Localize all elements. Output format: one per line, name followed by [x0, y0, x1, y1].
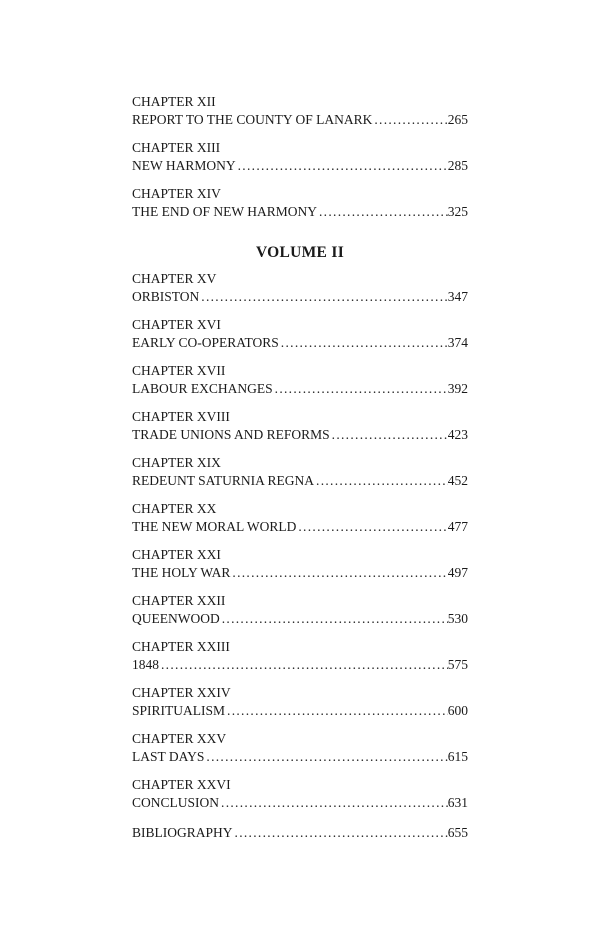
- chapter-number: CHAPTER XXIV: [132, 685, 231, 700]
- bibliography-title: BIBLIOGRAPHY: [132, 825, 233, 840]
- chapter-number: CHAPTER XX: [132, 501, 217, 516]
- chapter-title: THE END OF NEW HARMONY: [132, 204, 317, 219]
- dot-leader: [220, 610, 448, 628]
- page-number: 477: [447, 519, 468, 534]
- chapter-number: CHAPTER XXV: [132, 731, 227, 746]
- toc-entry: [132, 500, 468, 536]
- chapter-line: [132, 794, 468, 812]
- chapter-number: CHAPTER XVII: [132, 363, 226, 378]
- chapter-line: [132, 380, 468, 398]
- chapter-line: [132, 656, 468, 674]
- volume-heading: VOLUME II: [255, 244, 345, 261]
- bibliography-line: [132, 824, 468, 842]
- toc-entry: [132, 592, 468, 628]
- dot-leader: [233, 824, 448, 842]
- chapter-title: LABOUR EXCHANGES: [132, 381, 273, 396]
- toc-entry: [132, 638, 468, 674]
- dot-leader: [273, 380, 448, 398]
- chapter-title: ORBISTON: [132, 289, 200, 304]
- chapter-title: NEW HARMONY: [132, 158, 236, 173]
- chapter-number: CHAPTER XVI: [132, 317, 221, 332]
- dot-leader: [372, 111, 447, 129]
- toc-entry: [132, 185, 468, 221]
- chapter-title: THE NEW MORAL WORLD: [132, 519, 297, 534]
- chapter-title: CONCLUSION: [132, 795, 220, 810]
- toc-entry: [132, 730, 468, 766]
- chapter-title: TRADE UNIONS AND REFORMS: [132, 427, 330, 442]
- chapter-number: CHAPTER XXIII: [132, 639, 230, 654]
- page-number: 265: [447, 112, 468, 127]
- chapter-line: [132, 472, 468, 490]
- chapter-line: [132, 564, 468, 582]
- page-number: 423: [447, 427, 468, 442]
- chapter-line: [132, 518, 468, 536]
- toc-entry: [132, 362, 468, 398]
- chapter-title: SPIRITUALISM: [132, 703, 226, 718]
- page-number: 452: [447, 473, 468, 488]
- toc-entry: [132, 546, 468, 582]
- dot-leader: [330, 426, 448, 444]
- page-number: 631: [447, 795, 468, 810]
- page-number: 347: [447, 289, 468, 304]
- chapter-number: CHAPTER XVIII: [132, 409, 230, 424]
- chapter-title: EARLY CO-OPERATORS: [132, 335, 279, 350]
- page-number: 615: [447, 749, 468, 764]
- chapter-number: CHAPTER XII: [132, 94, 216, 109]
- dot-leader: [279, 334, 448, 352]
- toc-entry: [132, 684, 468, 720]
- page-number: 655: [447, 825, 468, 840]
- toc-entry-bibliography: [132, 824, 468, 842]
- dot-leader: [159, 656, 448, 674]
- dot-leader: [236, 157, 448, 175]
- toc-entry: [132, 316, 468, 352]
- page-number: 497: [447, 565, 468, 580]
- toc-entry: [132, 776, 468, 812]
- toc-entry: [132, 270, 468, 306]
- page-number: 600: [447, 703, 468, 718]
- dot-leader: [230, 564, 447, 582]
- dot-leader: [317, 203, 448, 221]
- chapter-title: QUEENWOOD: [132, 611, 220, 626]
- dot-leader: [314, 472, 448, 490]
- chapter-line: [132, 426, 468, 444]
- page-number: 575: [447, 657, 468, 672]
- chapter-title: REPORT TO THE COUNTY OF LANARK: [132, 112, 373, 127]
- chapter-title: LAST DAYS: [132, 749, 205, 764]
- chapter-title: REDEUNT SATURNIA REGNA: [132, 473, 315, 488]
- chapter-number: CHAPTER XXII: [132, 593, 226, 608]
- chapter-line: [132, 203, 468, 221]
- toc-entry: [132, 454, 468, 490]
- chapter-line: [132, 288, 468, 306]
- page-number: 285: [447, 158, 468, 173]
- chapter-line: [132, 334, 468, 352]
- dot-leader: [225, 702, 448, 720]
- page-number: 392: [447, 381, 468, 396]
- toc-entry: [132, 93, 468, 129]
- chapter-line: [132, 702, 468, 720]
- chapter-line: [132, 157, 468, 175]
- dot-leader: [219, 794, 448, 812]
- dot-leader: [296, 518, 447, 536]
- page-number: 325: [447, 204, 468, 219]
- chapter-line: [132, 111, 468, 129]
- chapter-number: CHAPTER XIX: [132, 455, 221, 470]
- chapter-number: CHAPTER XXVI: [132, 777, 231, 792]
- page-number: 530: [447, 611, 468, 626]
- chapter-line: [132, 610, 468, 628]
- chapter-title: THE HOLY WAR: [132, 565, 231, 580]
- chapter-number: CHAPTER XXI: [132, 547, 221, 562]
- toc-entry: [132, 408, 468, 444]
- dot-leader: [199, 288, 447, 306]
- dot-leader: [204, 748, 447, 766]
- chapter-number: CHAPTER XV: [132, 271, 217, 286]
- chapter-number: CHAPTER XIV: [132, 186, 221, 201]
- chapter-number: CHAPTER XIII: [132, 140, 221, 155]
- page-number: 374: [447, 335, 468, 350]
- toc-entry: [132, 139, 468, 175]
- chapter-title: 1848: [132, 657, 159, 672]
- chapter-line: [132, 748, 468, 766]
